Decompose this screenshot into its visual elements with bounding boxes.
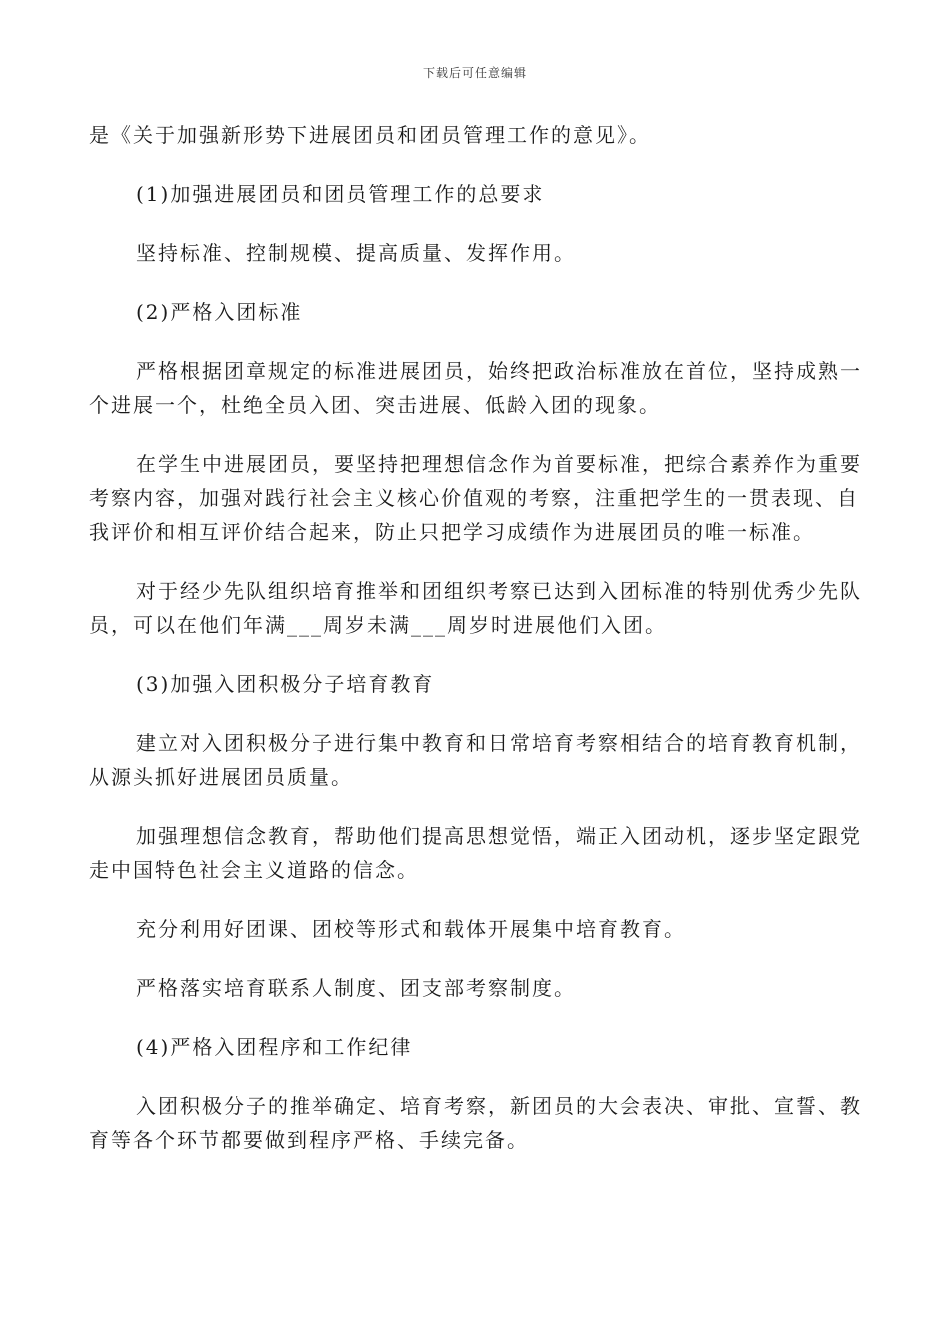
paragraph: (1)加强进展团员和团员管理工作的总要求 [136,182,545,206]
document-body [89,118,864,1157]
page-header: 下载后可任意编辑 [422,66,527,80]
paragraph: (3)加强入团积极分子培育教育 [136,672,435,696]
paragraph: 加强理想信念教育，帮助他们提高思想觉悟，端正入团动机，逐步坚定跟党走中国特色社会主义道路的信念。 [89,824,862,882]
paragraph: 入团积极分子的推举确定、培育考察，新团员的大会表决、审批、宣誓、教育等各个环节都要做到程序严格、手续完备。 [89,1094,862,1152]
paragraph: 对于经少先队组织培育推举和团组织考察已达到入团标准的特别优秀少先队员，可以在他们年满___周岁未满___周岁时进展他们入团。 [89,579,862,637]
paragraph: 严格根据团章规定的标准进展团员，始终把政治标准放在首位，坚持成熟一个进展一个，杜绝全员入团、突击进展、低龄入团的现象。 [89,359,862,417]
paragraph: (2)严格入团标准 [136,300,303,324]
paragraph: 严格落实培育联系人制度、团支部考察制度。 [136,976,576,1000]
paragraph: 是《关于加强新形势下进展团员和团员管理工作的意见》。 [89,123,651,147]
paragraph: 在学生中进展团员，要坚持把理想信念作为首要标准，把综合素养作为重要考察内容，加强对践行社会主义核心价值观的考察，注重把学生的一贯表现、自我评价和相互评价结合起来，防止只把学习成绩作为进展团员的唯一标准。 [89,452,862,544]
paragraph: 坚持标准、控制规模、提高质量、发挥作用。 [136,241,576,265]
paragraph: 建立对入团积极分子进行集中教育和日常培育考察相结合的培育教育机制，从源头抓好进展团员质量。 [89,731,862,789]
paragraph: (4)严格入团程序和工作纪律 [136,1035,413,1059]
paragraph: 充分利用好团课、团校等形式和载体开展集中培育教育。 [136,917,686,941]
